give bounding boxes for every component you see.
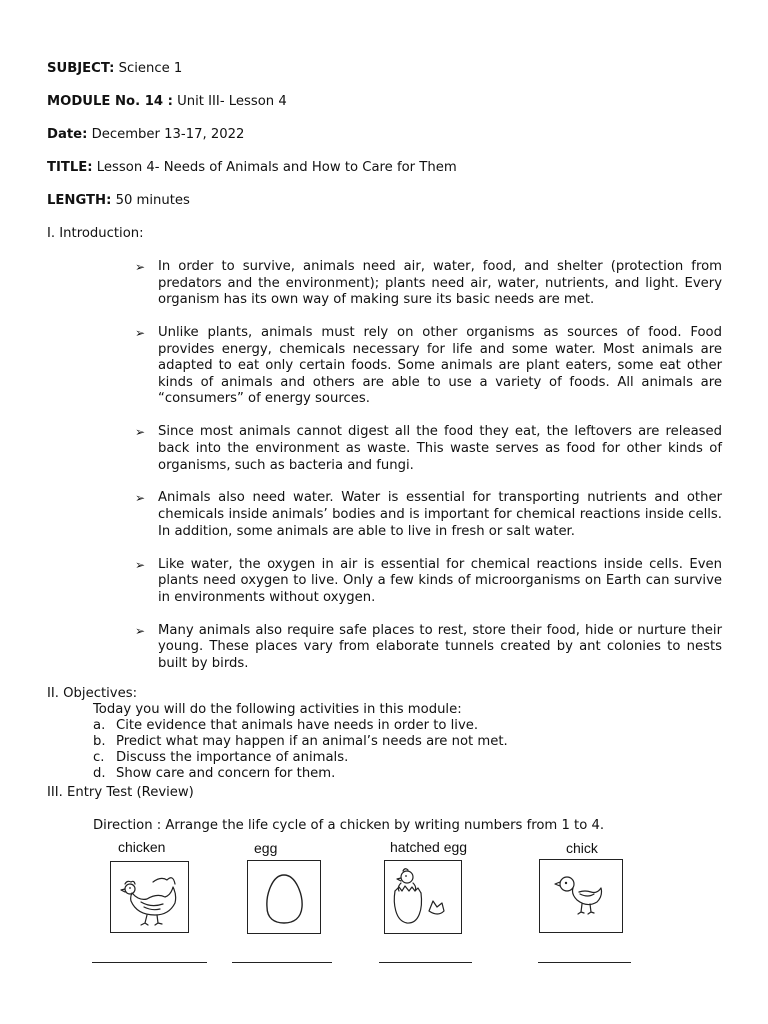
arrow-bullet-icon: ➢ (135, 491, 146, 506)
date-value: December 13-17, 2022 (91, 127, 245, 142)
date-line (47, 127, 244, 142)
length-value: 50 minutes (115, 193, 190, 208)
entry-test-heading: III. Entry Test (Review) (47, 785, 194, 800)
list-item: ➢ Animals also need water. Water is essential for transporting nutrients and other chemicals inside animals’ bodies and is important for chemical reactions inside cells. In addition, some animals are able to live in fresh or salt water. (135, 490, 722, 539)
entry-test-direction: Direction : Arrange the life cycle of a chicken by writing numbers from 1 to 4. (93, 818, 605, 833)
card-label-chicken: chicken (118, 839, 166, 855)
card-label-hatched-egg: hatched egg (390, 839, 468, 855)
arrow-bullet-icon: ➢ (135, 425, 146, 440)
card-label-chick: chick (566, 840, 598, 856)
answer-blank-1[interactable] (92, 962, 207, 963)
card-chicken (110, 861, 189, 933)
card-egg (247, 860, 321, 934)
card-label-egg: egg (254, 840, 278, 856)
module-value: Unit III- Lesson 4 (177, 94, 287, 109)
title-value: Lesson 4- Needs of Animals and How to Care for Them (96, 160, 457, 175)
introduction-bullets (135, 259, 722, 689)
hen-icon (111, 862, 188, 932)
egg-icon (248, 861, 320, 933)
list-item: ➢ In order to survive, animals need air, water, food, and shelter (protection from predators and the environment); plants need air, water, nutrients, and light. Every organism has its own way of making sure its basic needs are met. (135, 259, 722, 308)
length-line (47, 193, 190, 208)
list-item: d. Show care and concern for them. (93, 766, 336, 781)
list-item: a. Cite evidence that animals have needs in order to live. (93, 718, 479, 733)
answer-blank-3[interactable] (379, 962, 472, 963)
arrow-bullet-icon: ➢ (135, 557, 146, 572)
introduction-heading: I. Introduction: (47, 226, 144, 241)
date-label: Date: (47, 127, 88, 142)
arrow-bullet-icon: ➢ (135, 260, 146, 274)
arrow-bullet-icon: ➢ (135, 326, 146, 341)
card-hatched-egg (384, 860, 462, 934)
objectives-list (93, 718, 508, 782)
card-chick (539, 859, 623, 933)
subject-line (47, 61, 182, 76)
title-line (47, 160, 457, 175)
title-label: TITLE: (47, 160, 93, 175)
list-item: ➢ Like water, the oxygen in air is essential for chemical reactions inside cells. Even plants need oxygen to live. Only a few kinds of microorganisms on Earth can survive in environments without oxygen. (135, 556, 722, 605)
length-label: LENGTH: (47, 193, 112, 208)
chick-icon (540, 860, 622, 932)
list-item: ➢ Many animals also require safe places to rest, store their food, hide or nurture their young. These places vary from elaborate tunnels created by ant colonies to nests built by birds. (135, 622, 722, 671)
subject-label: SUBJECT: (47, 61, 115, 76)
arrow-bullet-icon: ➢ (135, 623, 146, 638)
list-item: c. Discuss the importance of animals. (93, 750, 349, 765)
answer-blank-4[interactable] (538, 962, 631, 963)
objectives-intro: Today you will do the following activities in this module: (93, 702, 462, 717)
answer-blank-2[interactable] (232, 962, 332, 963)
objectives-heading: II. Objectives: (47, 686, 138, 701)
list-item: ➢ Since most animals cannot digest all the food they eat, the leftovers are released back into the environment as waste. This waste serves as food for other kinds of organisms, such as bacteria and fungi. (135, 424, 722, 473)
list-item: ➢ Unlike plants, animals must rely on other organisms as sources of food. Food provides energy, chemicals necessary for life and some water. Most animals are adapted to eat only certain foods. Some animals are plant eaters, some eat other kinds of animals and others are able to use a variety of foods. All animals are “consumers” of energy sources. (135, 325, 722, 407)
module-line (47, 94, 287, 109)
list-item: b. Predict what may happen if an animal’s needs are not met. (93, 734, 508, 749)
hatched-egg-icon (385, 861, 461, 933)
module-label: MODULE No. 14 : (47, 94, 173, 109)
subject-value: Science 1 (118, 61, 183, 76)
